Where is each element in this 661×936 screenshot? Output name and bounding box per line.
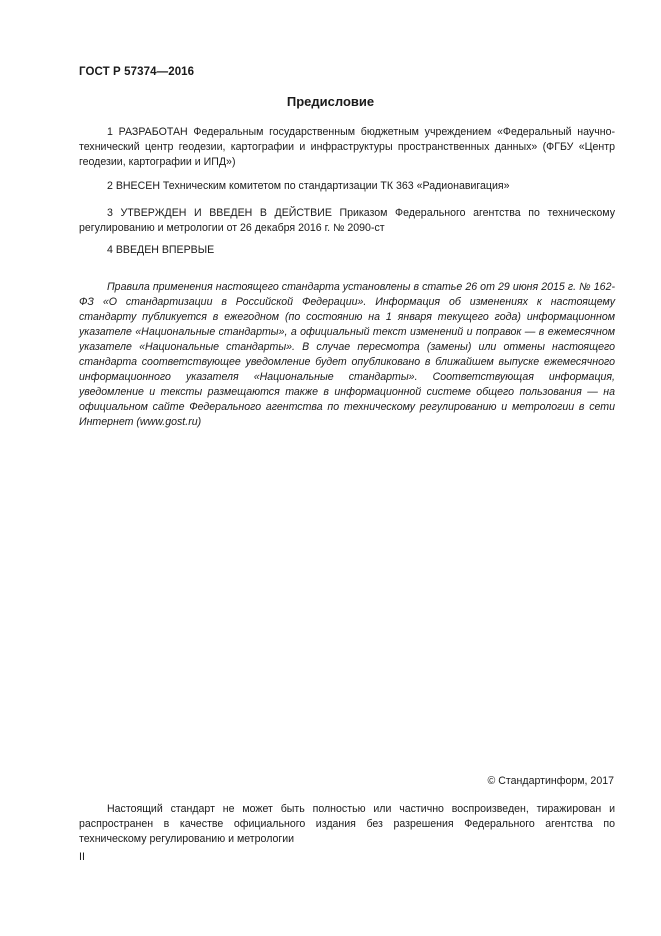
preface-item-text: 1 РАЗРАБОТАН Федеральным государственным бюджетным учреждением «Федеральный научно-технический центр геодезии, картографии и инфраструктуры пространственных данных» (ФГБУ «Центр геодезии, картографии и ИПД») xyxy=(79,126,615,168)
standard-code: ГОСТ Р 57374—2016 xyxy=(79,66,195,78)
preface-item-2 xyxy=(79,179,615,194)
preface-item-text: 3 УТВЕРЖДЕН И ВВЕДЕН В ДЕЙСТВИЕ Приказом Федерального агентства по техническому регулированию и метрологии от 26 декабря 2016 г. № 2090-ст xyxy=(79,207,615,234)
page-number: II xyxy=(79,851,85,863)
copyright: © Стандартинформ, 2017 xyxy=(487,775,614,787)
reproduction-text: Настоящий стандарт не может быть полностью или частично воспроизведен, тиражирован и распространен в качестве официального издания без разрешения Федерального агентства по техническому регулированию и метрологии xyxy=(79,803,615,845)
preface-item-1 xyxy=(79,125,615,170)
preface-item-4 xyxy=(79,243,615,258)
preface-item-text: 2 ВНЕСЕН Техническим комитетом по стандартизации ТК 363 «Радионавигация» xyxy=(107,180,510,192)
application-notice xyxy=(79,280,615,430)
reproduction-notice xyxy=(79,802,615,847)
preface-item-text: 4 ВВЕДЕН ВПЕРВЫЕ xyxy=(107,244,215,256)
section-title: Предисловие xyxy=(286,94,375,109)
notice-text: Правила применения настоящего стандарта установлены в статье 26 от 29 июня 2015 г. № 162-ФЗ «О стандартизации в Российской Федерации». Информация об изменениях к настоящему стандарту публикуется в ежегодном (по состоянию на 1 января текущего года) информационном указателе «Национальные стандарты», а официальный текст изменений и поправок — в ежемесячном указателе «Национальные стандарты». В случае пересмотра (замены) или отмены настоящего стандарта соответствующее уведомление будет опубликовано в ближайшем выпуске ежемесячного информационного указателя «Национальные стандарты». Соответствующая информация, уведомление и тексты размещаются также в информационной системе общего пользования — на официальном сайте Федерального агентства по техническому регулированию и метрологии в сети Интернет (www.gost.ru) xyxy=(79,281,615,428)
preface-item-3 xyxy=(79,206,615,236)
